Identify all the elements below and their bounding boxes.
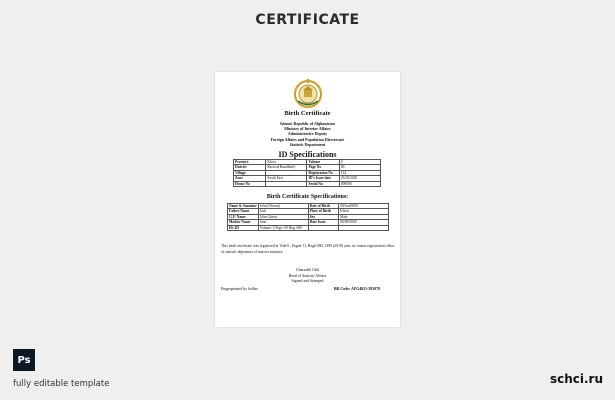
afghanistan-emblem-icon — [292, 77, 324, 109]
field-label: Place of Birth — [308, 209, 339, 214]
field-label: District — [234, 165, 266, 170]
field-value: 00/00/0000 — [339, 220, 389, 225]
field-value: Male — [339, 214, 389, 219]
document-title: Birth Certificate — [284, 110, 331, 117]
field-label: Name & Surname — [229, 204, 257, 208]
field-value: John (Ghtum) — [258, 204, 308, 209]
authority-line: Foreign Affairs and Population Directorate — [270, 136, 345, 142]
field-value: Volume: 0 Page: 00 Reg: 000 — [258, 225, 308, 230]
field-label: ID's Issue date — [307, 176, 339, 181]
field-label: Village — [234, 170, 266, 175]
field-label: Registration No — [307, 170, 339, 175]
field-value: Jane — [258, 220, 308, 225]
id-specifications-heading: ID Specifications — [278, 150, 337, 159]
signatory-status: Signed and Stamped — [291, 279, 324, 284]
field-value: 00 — [339, 165, 380, 170]
field-value — [339, 225, 389, 230]
field-value: Jack — [258, 209, 308, 214]
field-value: Rasfooi(Rasulkhel) — [266, 165, 307, 170]
field-label: Father Name — [228, 209, 259, 214]
field-label: Sex — [308, 214, 339, 219]
field-label: Zone — [234, 176, 266, 181]
field-value — [266, 181, 307, 186]
field-label: G.F/ Name — [228, 214, 259, 219]
field-label: Volume — [307, 160, 339, 165]
field-label: Date Issue — [308, 220, 339, 225]
certificate-sheet — [215, 72, 400, 327]
authority-line: Islamic Republic of Afghanistan — [280, 121, 335, 126]
signatory-role: Head of Statistic Affairs — [288, 273, 327, 278]
page-heading: CERTIFICATE — [255, 12, 360, 28]
field-value: Khost — [339, 209, 389, 214]
birth-specifications-table — [227, 203, 389, 231]
field-value: Khost — [266, 160, 307, 165]
field-label: Page No — [307, 165, 339, 170]
issuing-authority — [215, 121, 400, 147]
field-value: 00/Jan/0000 — [339, 204, 389, 209]
field-label: Elc ID — [228, 225, 259, 230]
field-value: 23/10/2020 — [339, 176, 380, 181]
table-row — [234, 181, 381, 186]
bir-code: BR Code: AFG4021-583078 — [333, 287, 380, 291]
id-specifications-table — [233, 159, 381, 187]
fingerprint-label: Fingerprinted by holder — [221, 287, 258, 291]
registration-note: This birth certificate was registered at Vol# 0 , Page# 11, Reg# 000, 1399 (2019) year, in census registration office of statistic departmet of interior ministry. — [221, 244, 395, 254]
photoshop-icon: Ps — [13, 349, 35, 371]
field-value: John Gitters — [258, 214, 308, 219]
field-value: 0 — [339, 160, 380, 165]
template-caption: fully editable template — [13, 379, 110, 389]
field-value: 000000 — [339, 181, 380, 186]
field-value: South East — [266, 176, 307, 181]
field-label — [308, 225, 339, 230]
field-label: Date of Birth — [308, 204, 339, 209]
field-value: 144 — [339, 170, 380, 175]
table-row — [228, 225, 389, 230]
birth-specifications-heading: Birth Certificate Specifications: — [266, 194, 349, 200]
signatory-block — [215, 268, 400, 285]
field-label: House No — [234, 181, 266, 186]
authority-line: Statistic Department — [289, 141, 326, 147]
field-label: Serial No — [307, 181, 339, 186]
authority-line: Ministry of Interior Affairs — [284, 126, 331, 132]
authority-line: Administrative Deputy — [287, 131, 328, 137]
site-watermark: schci.ru — [549, 372, 603, 386]
field-label: Province — [234, 160, 266, 165]
field-label: Mother Name — [228, 220, 259, 225]
signatory-name: Gharzalih Ghil — [295, 268, 320, 272]
